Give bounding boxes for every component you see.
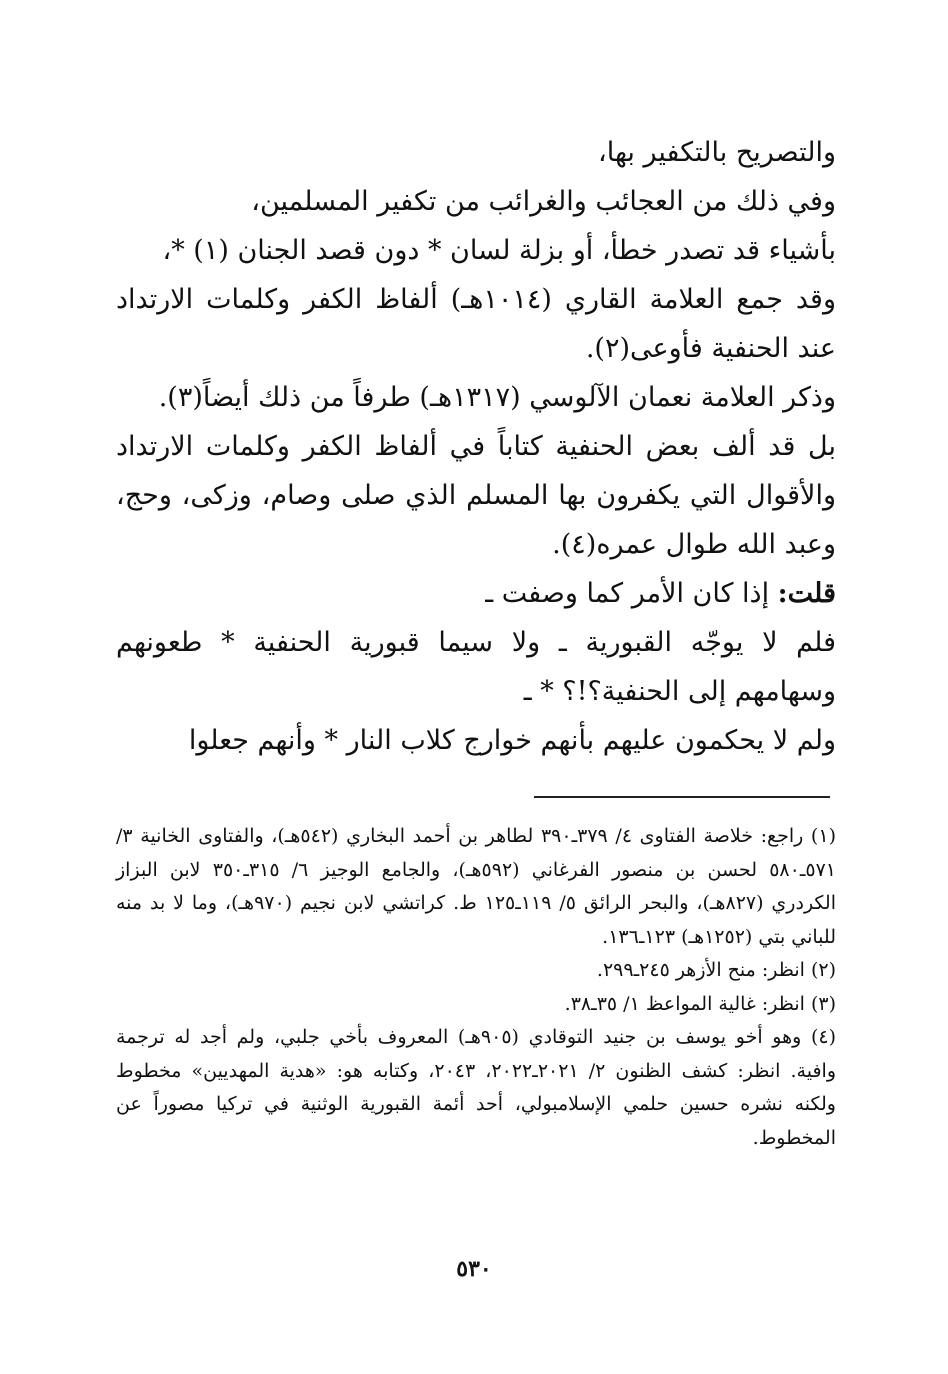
main-line-3: بأشياء قد تصدر خطأ، أو بزلة لسان * دون قصد الجنان (١) *، [162,235,836,266]
main-text-block [116,128,836,765]
main-line-2: وفي ذلك من العجائب والغرائب من تكفير المسلمين، [251,186,836,217]
main-paragraph-alusi: وذكر العلامة نعمان الآلوسي (١٣١٧هـ) طرفاً من ذلك أيضاً(٣). [158,382,836,413]
main-paragraph-last: ولم لا يحكمون عليهم بأنهم خوارج كلاب النار * وأنهم جعلوا [188,725,836,756]
footnotes-block [116,820,836,1155]
footnote-3: (٣) انظر: غالية المواعظ ١/ ٣٥ـ٣٨. [564,992,836,1015]
main-paragraph-question: فلم لا يوجّه القبورية ـ ولا سيما قبورية الحنفية * طعونهم وسهامهم إلى الحنفية؟!؟ * ـ [116,627,836,707]
footnote-2: (٢) انظر: منح الأزهر ٢٤٥ـ٢٩٩. [596,959,836,981]
main-paragraph-book: بل قد ألف بعض الحنفية كتاباً في ألفاظ الكفر وكلمات الارتداد والأقوال التي يكفرون بها المسلم الذي صلى وصام، وزكى، وحج، وعبد الله طوال عمره(٤). [116,431,836,560]
main-line-1: والتصريح بالتكفير بها، [598,137,836,168]
footnote-separator [534,796,830,798]
main-paragraph-qari: وقد جمع العلامة القاري (١٠١٤هـ) ألفاظ الكفر وكلمات الارتداد عند الحنفية فأوعى(٢). [116,284,836,364]
footnote-4: (٤) وهو أخو يوسف بن جنيد التوقادي (٩٠٥هـ) المعروف بأخي جلبي، ولم أجد له ترجمة وافية. انظر: كشف الظنون ٢/ ٢٠٢١ـ٢٠٢٢، ٢٠٤٣، وكتابه هو: «هدية المهديين» مخطوط ولكنه نشره حسين حلمي الإسلامبولي، أحد أئمة القبورية الوثنية في تركيا مصوراً عن المخطوط. [116,1026,837,1149]
qultu-text: إذا كان الأمر كما وصفت ـ [485,578,778,609]
page-number: ٥٣٠ [456,1256,492,1282]
main-paragraph-qultu [116,569,836,618]
footnote-1: (١) راجع: خلاصة الفتاوى ٤/ ٣٧٩ـ٣٩٠ لطاهر بن أحمد البخاري (٥٤٢هـ)، والفتاوى الخانية ٣/ ٥٧١ـ٥٨٠ لحسن بن منصور الفرغاني (٥٩٢هـ)، والجامع الوجيز ٦/ ٣١٥ـ٣٥٠ لابن البزاز الكردري (٨٢٧هـ)، والبحر الرائق ٥/ ١١٩ـ١٢٥ ط. كراتشي لابن نجيم (٩٧٠هـ)، وما لا بد منه للباني بتي (١٢٥٢هـ) ١٢٣ـ١٣٦. [116,825,837,948]
qultu-label: قلت: [777,578,836,609]
